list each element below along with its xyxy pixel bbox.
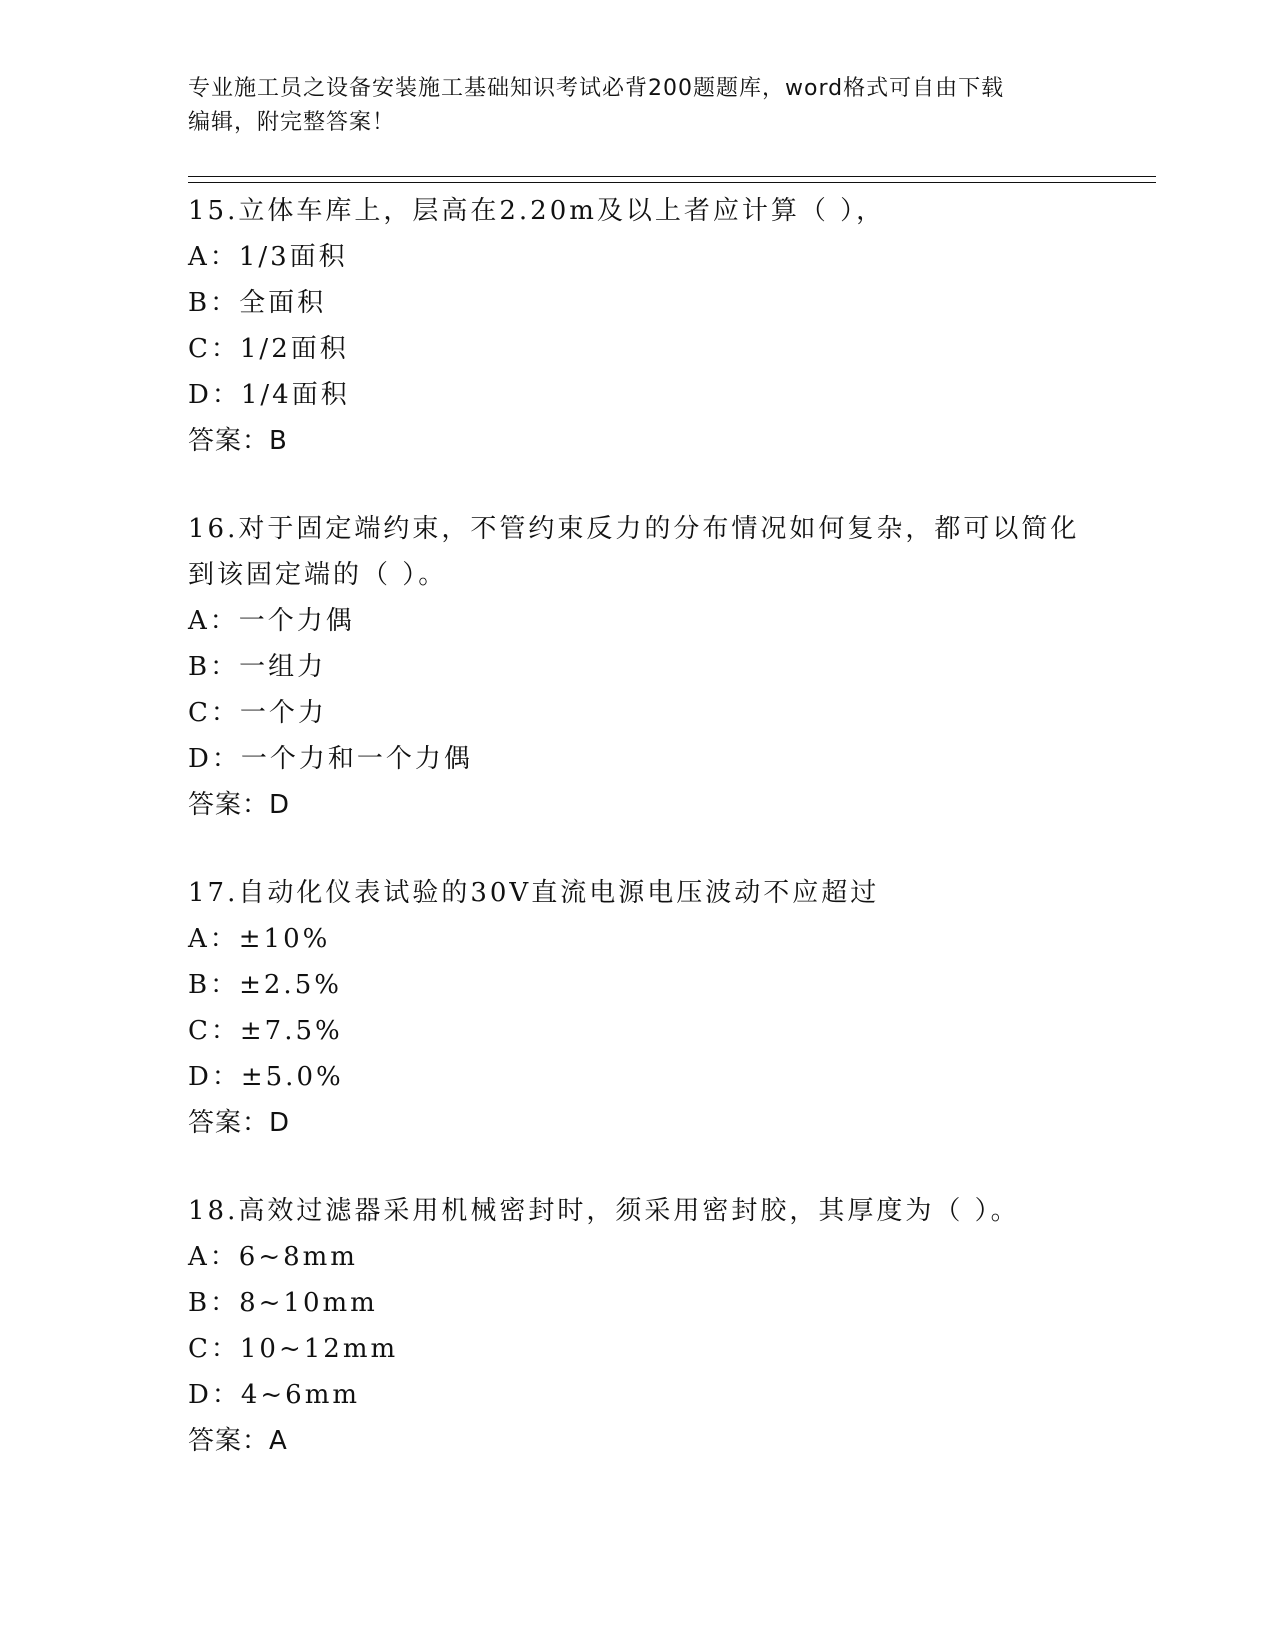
- option-d: D：1/4面积: [188, 380, 350, 410]
- document-header: [188, 72, 1088, 140]
- option-b: B：±2.5%: [188, 970, 342, 1000]
- header-line-2: 编辑，附完整答案！: [188, 110, 396, 135]
- answer-text: 答案：D: [188, 790, 291, 820]
- header-line-1: 专业施工员之设备安装施工基础知识考试必背200题题库，word格式可自由下载: [188, 76, 1005, 101]
- question-text: 16.对于固定端约束，不管约束反力的分布情况如何复杂，都可以简化: [188, 514, 1080, 544]
- question-18: [188, 1188, 1088, 1464]
- option-b: B：全面积: [188, 288, 327, 318]
- option-a: A：6~8mm: [188, 1242, 358, 1272]
- answer-text: 答案：A: [188, 1426, 288, 1456]
- option-c: C：±7.5%: [188, 1016, 343, 1046]
- answer-text: 答案：D: [188, 1108, 291, 1138]
- option-d: D：一个力和一个力偶: [188, 744, 473, 774]
- question-text: 18.高效过滤器采用机械密封时，须采用密封胶，其厚度为（ ）。: [188, 1196, 1020, 1226]
- option-b: B：8~10mm: [188, 1288, 378, 1318]
- option-c: C：1/2面积: [188, 334, 349, 364]
- option-c: C：10~12mm: [188, 1334, 399, 1364]
- answer-text: 答案：B: [188, 426, 288, 456]
- question-text: 15.立体车库上，层高在2.20m及以上者应计算（ ），: [188, 196, 886, 226]
- header-double-rule: [188, 176, 1156, 183]
- option-a: A：1/3面积: [188, 242, 348, 272]
- question-15: [188, 188, 1088, 464]
- option-c: C：一个力: [188, 698, 327, 728]
- question-list: [188, 188, 1088, 1506]
- option-b: B：一组力: [188, 652, 327, 682]
- question-16: [188, 506, 1088, 828]
- option-d: D：4~6mm: [188, 1380, 361, 1410]
- option-d: D：±5.0%: [188, 1062, 344, 1092]
- question-text: 17.自动化仪表试验的30V直流电源电压波动不应超过: [188, 878, 880, 908]
- question-17: [188, 870, 1088, 1146]
- option-a: A：±10%: [188, 924, 331, 954]
- option-a: A：一个力偶: [188, 606, 355, 636]
- question-text-continued: 到该固定端的（ ）。: [188, 560, 448, 590]
